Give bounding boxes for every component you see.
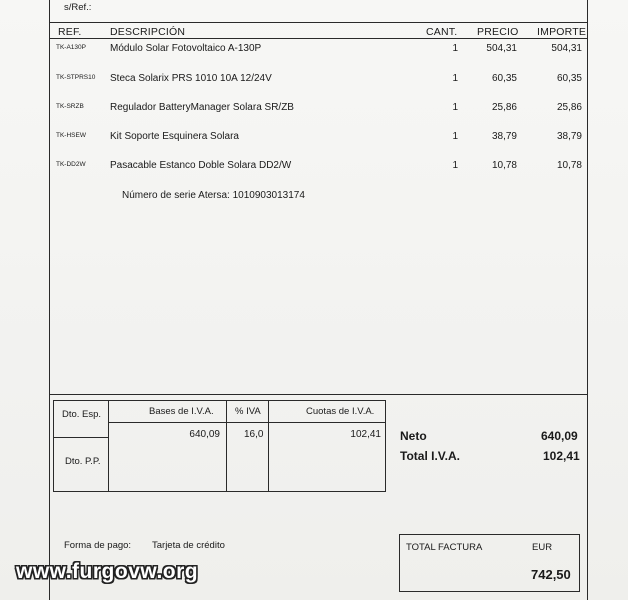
column-header-amount: IMPORTE — [537, 26, 587, 38]
taxbox-top — [53, 400, 386, 401]
row-ref: TK-SRZB — [56, 103, 84, 110]
row-amount: 38,79 — [556, 131, 582, 142]
row-ref: TK-DD2W — [56, 161, 86, 168]
currency-label: EUR — [532, 542, 553, 553]
row-ref: TK-STPRS10 — [56, 74, 96, 81]
row-description: Kit Soporte Esquinera Solara — [110, 131, 239, 142]
dto-pp-label: Dto. P.P. — [65, 456, 101, 467]
site-watermark: www.furgovw.org — [16, 560, 199, 583]
neto-label: Neto — [400, 429, 427, 443]
row-ref: TK-A130P — [56, 44, 86, 51]
row-price: 504,31 — [486, 43, 517, 54]
row-amount: 25,86 — [556, 102, 582, 113]
dto-esp-label: Dto. Esp. — [62, 409, 102, 420]
row-quantity: 1 — [452, 102, 458, 113]
top-right-border — [587, 0, 588, 22]
serial-note: Número de serie Atersa: 1010903013174 — [122, 190, 305, 201]
pct-iva-value: 16,0 — [244, 429, 264, 440]
row-price: 38,79 — [491, 131, 517, 142]
table-left-border — [49, 22, 50, 395]
taxbox-header-bottom — [108, 422, 386, 423]
row-price: 25,86 — [491, 102, 517, 113]
cuotas-iva-value: 102,41 — [350, 429, 381, 440]
bottom-frame-right — [587, 395, 588, 600]
column-header-description: DESCRIPCIÓN — [110, 26, 186, 38]
taxbox-dto-divider — [53, 437, 108, 438]
row-description: Regulador BatteryManager Solara SR/ZB — [110, 102, 294, 113]
payment-value: Tarjeta de crédito — [152, 540, 225, 551]
taxbox-col1 — [108, 400, 109, 492]
bases-iva-value: 640,09 — [189, 429, 220, 440]
column-header-ref: REF. — [58, 26, 82, 38]
total-iva-label: Total I.V.A. — [400, 449, 461, 463]
taxbox-col2 — [226, 400, 227, 492]
column-header-price: PRECIO — [477, 26, 519, 38]
taxbox-col3 — [268, 400, 269, 492]
total-factura-label: TOTAL FACTURA — [406, 542, 483, 553]
row-description: Módulo Solar Fotovoltaico A-130P — [110, 43, 262, 54]
column-header-quantity: CANT. — [426, 26, 458, 38]
table-bottom-border — [49, 394, 588, 395]
row-quantity: 1 — [452, 73, 458, 84]
header-underline — [49, 38, 588, 39]
sref-label: s/Ref.: — [64, 2, 92, 13]
row-description: Pasacable Estanco Doble Solara DD2/W — [110, 160, 292, 171]
table-right-border — [587, 22, 588, 395]
row-amount: 504,31 — [551, 43, 582, 54]
row-quantity: 1 — [452, 160, 458, 171]
row-quantity: 1 — [452, 43, 458, 54]
row-description: Steca Solarix PRS 1010 10A 12/24V — [110, 73, 272, 84]
cuotas-iva-header: Cuotas de I.V.A. — [306, 406, 375, 417]
row-amount: 60,35 — [556, 73, 582, 84]
taxbox-bottom — [53, 491, 386, 492]
top-left-border — [49, 0, 50, 22]
row-ref: TK-HSEW — [56, 132, 86, 139]
row-price: 60,35 — [491, 73, 517, 84]
table-top-border — [49, 22, 588, 23]
payment-label: Forma de pago: — [64, 540, 132, 551]
total-iva-value: 102,41 — [543, 449, 580, 463]
row-amount: 10,78 — [556, 160, 582, 171]
neto-value: 640,09 — [541, 429, 578, 443]
taxbox-left — [53, 400, 54, 492]
bases-iva-header: Bases de I.V.A. — [149, 406, 214, 417]
row-price: 10,78 — [491, 160, 517, 171]
row-quantity: 1 — [452, 131, 458, 142]
taxbox-right — [385, 400, 386, 492]
pct-iva-header: % IVA — [235, 406, 261, 417]
total-factura-value: 742,50 — [531, 567, 571, 582]
